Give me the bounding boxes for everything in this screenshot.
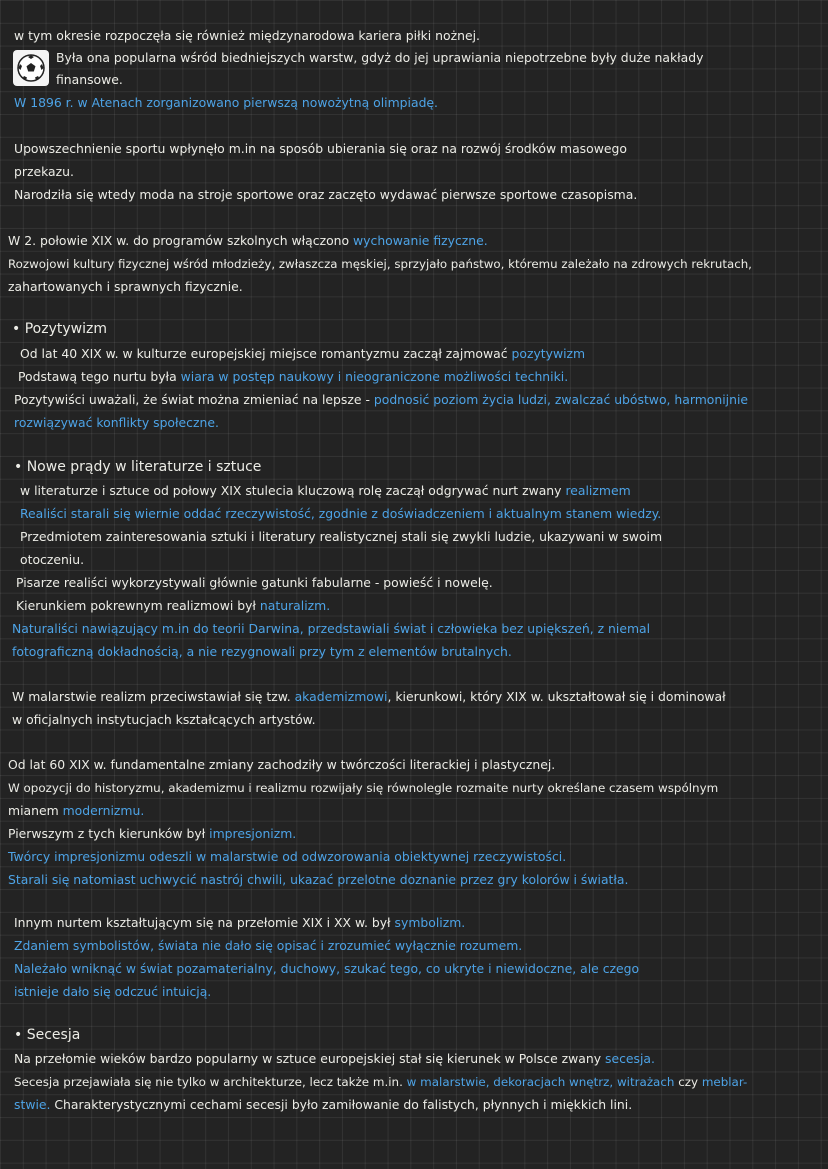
text-line <box>8 825 296 843</box>
text-segment: Pozytywiści uważali, że świat można zmieniać na lepsze - <box>14 392 370 407</box>
text-line: Przedmiotem zainteresowania sztuki i literatury realistycznej stali się zwykli ludzie, ukazywani w swoim <box>20 529 663 544</box>
text-line <box>12 688 726 706</box>
text-segment: mianem <box>8 803 59 818</box>
highlighted-text-line: Twórcy impresjonizmu odeszli w malarstwie od odwzorowania obiektywnej rzeczywistości. <box>8 849 567 864</box>
text-line: w oficjalnych instytucjach kształcących artystów. <box>12 712 316 727</box>
highlighted-text-line: Starali się natomiast uchwycić nastrój chwili, ukazać przelotne doznanie przez gry kolorów i światła. <box>8 872 629 887</box>
highlighted-text-line: Należało wniknąć w świat pozamaterialny, duchowy, szukać tego, co ukryte i niewidoczne, ale czego <box>14 961 640 976</box>
text-line: Od lat 60 XIX w. fundamentalne zmiany zachodziły w twórczości literackiej i plastycznej. <box>8 757 556 772</box>
text-segment: Na przełomie wieków bardzo popularny w sztuce europejskiej stał się kierunek w Polsce zwany <box>14 1051 602 1066</box>
text-segment: w literaturze i sztuce od połowy XIX stulecia kluczową rolę zaczął odgrywać nurt zwany <box>20 483 562 498</box>
highlighted-text-line: W 1896 r. w Atenach zorganizowano pierwszą nowożytną olimpiadę. <box>14 95 438 110</box>
text-line: w tym okresie rozpoczęła się również międzynarodowa kariera piłki nożnej. <box>14 28 480 43</box>
text-line: Rozwojowi kultury fizycznej wśród młodzieży, zwłaszcza męskiej, sprzyjało państwo, któremu zależało na zdrowych rekrutach, <box>8 257 752 271</box>
text-line: przekazu. <box>14 164 74 179</box>
highlight-term: w malarstwie, dekoracjach wnętrz, witrażach <box>406 1075 675 1089</box>
text-segment: Kierunkiem pokrewnym realizmowi był <box>16 598 256 613</box>
highlighted-text-line: Zdaniem symbolistów, świata nie dało się opisać i zrozumieć wyłącznie rozumem. <box>14 938 523 953</box>
text-segment: , kierunkowi, który XIX w. ukształtował się i dominował <box>387 689 726 704</box>
text-line <box>14 391 748 409</box>
highlight-term: wiara w postęp naukowy i nieograniczone możliwości techniki. <box>180 369 569 384</box>
text-line: Narodziła się wtedy moda na stroje sportowe oraz zaczęto wydawać pierwsze sportowe czasopisma. <box>14 187 638 202</box>
text-line: otoczeniu. <box>20 552 85 567</box>
text-segment: Pierwszym z tych kierunków był <box>8 826 206 841</box>
highlight-term: realizmem <box>565 483 631 498</box>
text-line <box>8 802 144 820</box>
highlight-term: impresjonizm. <box>209 826 297 841</box>
text-line <box>20 482 631 500</box>
highlight-term: meblar- <box>701 1075 748 1089</box>
text-line <box>14 1096 632 1114</box>
text-line <box>16 597 330 615</box>
text-line <box>14 1073 747 1091</box>
highlight-term: pozytywizm <box>511 346 586 361</box>
highlighted-text-line: rozwiązywać konflikty społeczne. <box>14 415 219 430</box>
text-segment: Secesja przejawiała się nie tylko w architekturze, lecz także m.in. <box>14 1075 403 1089</box>
section-heading: • Secesja <box>14 1027 81 1043</box>
highlight-term: stwie. <box>14 1097 51 1112</box>
highlight-term: symbolizm. <box>394 915 466 930</box>
section-heading: • Nowe prądy w literaturze i sztuce <box>14 459 262 475</box>
text-segment: Podstawą tego nurtu była <box>18 369 177 384</box>
highlighted-text-line: fotograficzną dokładnością, a nie rezygnowali przy tym z elementów brutalnych. <box>12 644 512 659</box>
text-line <box>14 1050 655 1068</box>
section-heading: • Pozytywizm <box>12 321 107 337</box>
text-line <box>20 345 585 363</box>
highlight-term: podnosić poziom życia ludzi, zwalczać ubóstwo, harmonijnie <box>373 392 749 407</box>
text-line <box>8 232 488 250</box>
text-segment: czy <box>678 1075 699 1089</box>
text-line: Pisarze realiści wykorzystywali głównie gatunki fabularne - powieść i nowelę. <box>16 575 493 590</box>
text-line: Upowszechnienie sportu wpłynęło m.in na sposób ubierania się oraz na rozwój środków masowego <box>14 141 627 156</box>
text-line <box>14 914 465 932</box>
highlighted-text-line: Realiści starali się wiernie oddać rzeczywistość, zgodnie z doświadczeniem i aktualnym stanem wiedzy. <box>20 506 662 521</box>
highlight-term: wychowanie fizyczne. <box>353 233 488 248</box>
text-segment: Od lat 40 XIX w. w kulturze europejskiej miejsce romantyzmu zaczął zajmować <box>20 346 508 361</box>
text-segment: Charakterystycznymi cechami secesji było zamiłowanie do falistych, płynnych i miękkich lini. <box>54 1097 633 1112</box>
text-segment: W malarstwie realizm przeciwstawiał się tzw. <box>12 689 291 704</box>
highlight-term: akademizmowi <box>294 689 388 704</box>
text-line: finansowe. <box>56 72 123 87</box>
highlighted-text-line: istnieje dało się odczuć intuicją. <box>14 984 212 999</box>
text-segment: Innym nurtem kształtującym się na przełomie XIX i XX w. był <box>14 915 391 930</box>
highlight-term: secesja. <box>605 1051 655 1066</box>
text-segment: W 2. połowie XIX w. do programów szkolnych włączono <box>8 233 350 248</box>
highlight-term: naturalizm. <box>259 598 331 613</box>
soccer-ball-icon <box>13 50 49 86</box>
highlighted-text-line: Naturaliści nawiązujący m.in do teorii Darwina, przedstawiali świat i człowieka bez upiększeń, z niemal <box>12 621 651 636</box>
text-line: W opozycji do historyzmu, akademizmu i realizmu rozwijały się równolegle rozmaite nurty określane czasem wspólnym <box>8 781 719 795</box>
text-line: zahartowanych i sprawnych fizycznie. <box>8 279 243 294</box>
highlight-term: modernizmu. <box>62 803 145 818</box>
text-line: Była ona popularna wśród biedniejszych warstw, gdyż do jej uprawiania niepotrzebne były duże nakłady <box>56 50 704 65</box>
text-line <box>18 368 568 386</box>
